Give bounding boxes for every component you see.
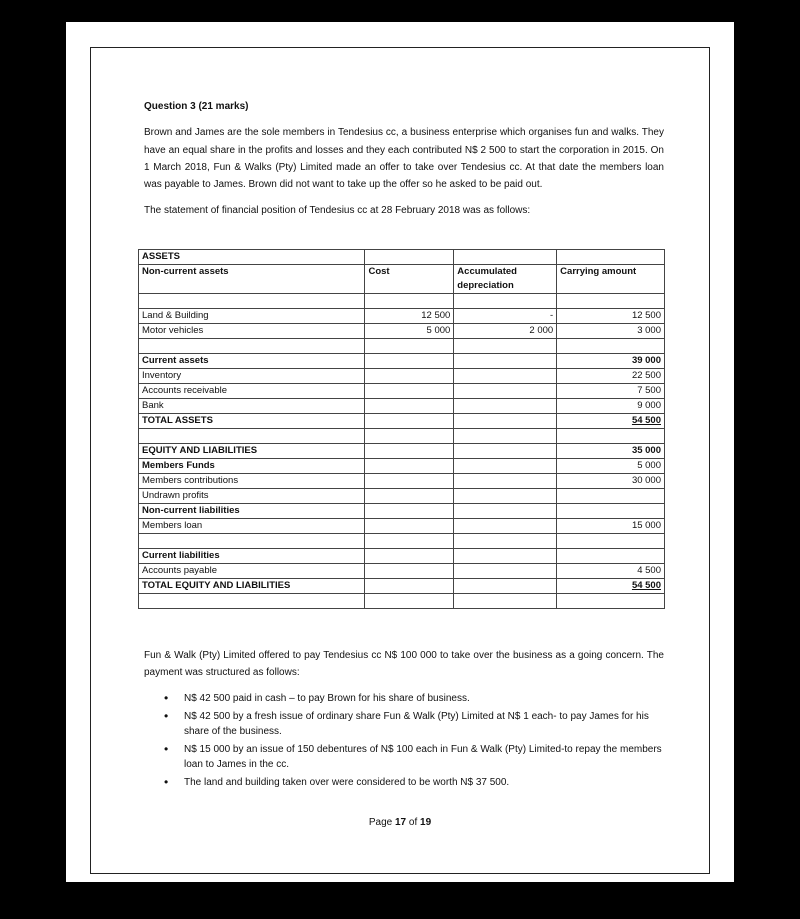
cost-header: Cost: [365, 265, 454, 294]
page-total: 19: [420, 817, 432, 828]
page-prefix: Page: [368, 817, 393, 828]
question-intro: Brown and James are the sole members in Tendesius cc, a business enterprise which organises fun and walks. They have an equal share in the profits and losses and they each contributed N$ 2 500 to start the corporation in 2015. On 1 March 2018, Fun & Walks (Pty) Limited made an offer to take over Tendesius cc. At that date the members loan was payable to James. Brown did not want to take up the offer so he asked to be paid out.: [144, 127, 664, 191]
accum-dep-header: Accumulated depreciation: [454, 265, 557, 294]
table-row: [139, 309, 665, 324]
undrawn-label: Undrawn profits: [139, 489, 365, 504]
table-row: [139, 250, 665, 265]
financial-position-table: [138, 249, 665, 609]
motor-dep: 2 000: [454, 324, 557, 339]
table-row: [139, 534, 665, 549]
contributions-label: Members contributions: [139, 474, 365, 489]
payable-label: Accounts payable: [139, 564, 365, 579]
total-assets-label: TOTAL ASSETS: [139, 414, 365, 429]
assets-header: ASSETS: [139, 250, 365, 265]
current-assets-value: 39 000: [557, 354, 665, 369]
carrying-header: Carrying amount: [557, 265, 665, 294]
table-row: [139, 444, 665, 459]
current-liab-label: Current liabilities: [139, 549, 365, 564]
total-assets-value: 54 500: [557, 414, 665, 429]
table-row: [139, 579, 665, 594]
total-eq-label: TOTAL EQUITY AND LIABILITIES: [139, 579, 365, 594]
receivable-value: 7 500: [557, 384, 665, 399]
land-carrying: 12 500: [557, 309, 665, 324]
table-row: [139, 265, 665, 294]
list-item: • N$ 15 000 by an issue of 150 debentures of N$ 100 each in Fun & Walk (Pty) Limited-to repay the members loan to James in the cc.: [184, 742, 664, 773]
table-row: [139, 429, 665, 444]
members-loan-label: Members loan: [139, 519, 365, 534]
table-row: [139, 519, 665, 534]
document-page: [66, 22, 734, 882]
list-item: • The land and building taken over were considered to be worth N$ 37 500.: [184, 775, 664, 791]
table-row: [139, 324, 665, 339]
table-row: [139, 489, 665, 504]
land-label: Land & Building: [139, 309, 365, 324]
table-row: [139, 474, 665, 489]
equity-liab-label: EQUITY AND LIABILITIES: [139, 444, 365, 459]
table-row: [139, 369, 665, 384]
table-row: [139, 354, 665, 369]
table-row: [139, 384, 665, 399]
question-title: Question 3 (21 marks): [144, 101, 249, 112]
receivable-label: Accounts receivable: [139, 384, 365, 399]
table-row: [139, 399, 665, 414]
offer-section: [144, 647, 664, 792]
table-row: [139, 564, 665, 579]
noncurrent-header: Non-current assets: [139, 265, 365, 294]
contributions-value: 30 000: [557, 474, 665, 489]
motor-cost: 5 000: [365, 324, 454, 339]
members-funds-value: 5 000: [557, 459, 665, 474]
table-row: [139, 339, 665, 354]
offer-text: Fun & Walk (Pty) Limited offered to pay Tendesius cc N$ 100 000 to take over the business as a going concern. The payment was structured as follows:: [144, 650, 664, 678]
equity-liab-value: 35 000: [557, 444, 665, 459]
page-footer: [66, 817, 734, 828]
land-cost: 12 500: [365, 309, 454, 324]
list-item: • N$ 42 500 by a fresh issue of ordinary share Fun & Walk (Pty) Limited at N$ 1 each- to pay James for his share of the business.: [184, 709, 664, 740]
page-number: 17: [394, 817, 407, 828]
inventory-value: 22 500: [557, 369, 665, 384]
payable-value: 4 500: [557, 564, 665, 579]
members-loan-value: 15 000: [557, 519, 665, 534]
current-assets-label: Current assets: [139, 354, 365, 369]
land-dep: -: [454, 309, 557, 324]
table-row: [139, 414, 665, 429]
total-eq-value: 54 500: [557, 579, 665, 594]
bank-value: 9 000: [557, 399, 665, 414]
motor-carrying: 3 000: [557, 324, 665, 339]
ncl-label: Non-current liabilities: [139, 504, 365, 519]
table-row: [139, 294, 665, 309]
bank-label: Bank: [139, 399, 365, 414]
list-item: • N$ 42 500 paid in cash – to pay Brown for his share of business.: [184, 691, 664, 707]
offer-bullets: [144, 691, 664, 790]
table-row: [139, 459, 665, 474]
statement-intro: The statement of financial position of Tendesius cc at 28 February 2018 was as follows:: [144, 205, 531, 217]
table-row: [139, 549, 665, 564]
inventory-label: Inventory: [139, 369, 365, 384]
motor-label: Motor vehicles: [139, 324, 365, 339]
page-of: of: [408, 817, 418, 828]
table-row: [139, 504, 665, 519]
members-funds-label: Members Funds: [139, 459, 365, 474]
question-section: [144, 98, 664, 220]
table-row: [139, 594, 665, 609]
